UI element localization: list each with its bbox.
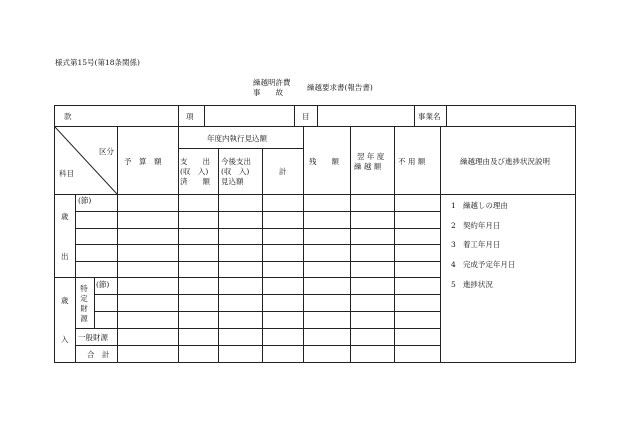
header-diagonal-line — [55, 127, 117, 194]
form-number: 様式第15号(第18条関係) — [55, 58, 140, 67]
ippan-label: 一般財源 — [78, 333, 108, 342]
title-line1: 繰越明許費 — [253, 78, 291, 87]
reason-1: 1 繰越しの理由 — [451, 201, 508, 210]
kan-label: 款 — [64, 112, 72, 121]
sai-nyu-1: 歳 — [61, 296, 69, 305]
kongo-l1: 今後支出 — [221, 157, 251, 166]
goukei-label: 合 計 — [87, 350, 110, 359]
sai-shutsu-1: 歳 — [61, 212, 69, 221]
fuyougaku-label: 不 用 額 — [398, 157, 426, 166]
title-line2: 事 故 — [253, 88, 283, 97]
reason-5: 5 進捗状況 — [451, 280, 493, 289]
kou-label: 項 — [186, 112, 194, 121]
title-suffix: 繰越要求書(報告書) — [307, 83, 373, 92]
kei-label: 計 — [279, 167, 287, 176]
kongo-l2: (収 入) — [221, 167, 250, 176]
reason-2: 2 契約年月日 — [451, 221, 501, 230]
tokutei-label: 特定財源 — [80, 284, 88, 323]
reason-4: 4 完成予定年月日 — [451, 260, 516, 269]
setsu-label: (節) — [78, 196, 92, 205]
reason-3: 3 着工年月日 — [451, 240, 501, 249]
shishutsu-l1: 支 出 — [180, 157, 210, 166]
jigyoumei-label: 事業名 — [418, 112, 441, 121]
sai-shutsu-2: 出 — [61, 252, 69, 261]
kongo-l3: 見込額 — [221, 177, 244, 186]
yokunendo-l2: 繰 越 額 — [354, 162, 382, 171]
kubun-label: 区分 — [99, 147, 114, 156]
yokunendo-l1: 翌 年 度 — [357, 152, 385, 161]
nendonai-label: 年度内執行見込額 — [207, 134, 267, 143]
zangaku-label: 残 額 — [309, 157, 339, 166]
moku-label: 目 — [302, 112, 310, 121]
shishutsu-l3: 済 額 — [180, 177, 210, 186]
riyu-label: 繰越理由及び進捗状況説明 — [460, 157, 550, 166]
kamoku-label: 科目 — [59, 169, 74, 178]
sai-nyu-2: 入 — [61, 335, 69, 344]
setsu2-label: (節) — [96, 280, 110, 289]
shishutsu-l2: (収 入) — [180, 167, 209, 176]
yosangaku-label: 予 算 額 — [124, 157, 162, 166]
